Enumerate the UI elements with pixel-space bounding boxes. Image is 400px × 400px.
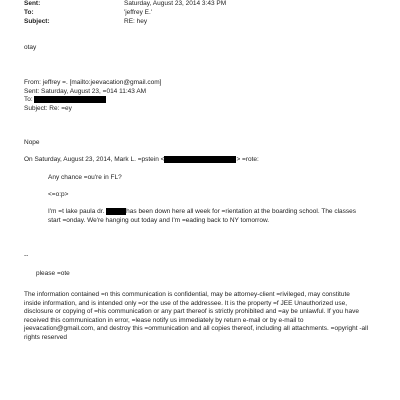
response-line-2: start =onday. We're hanging out today and I'm =eading back to NY tomorrow. (48, 216, 270, 224)
quoted-from-line: From: jeffrey =. [mailto:jeevacation@gmail.com] (24, 79, 162, 86)
signature-dashes: -- (24, 252, 29, 259)
response-prefix: I'm =t lake paula dr. (48, 208, 105, 216)
quoted-to-line (24, 96, 161, 105)
sent-label: Sent: (24, 0, 41, 8)
disclaimer-line: inside information, and is intended only =or the use of the addressee. It is the property =f JEE Unauthorized use, (24, 299, 348, 307)
subject-row (24, 18, 226, 27)
quoted-header (24, 79, 161, 113)
disclaimer-line: received this communication in error, =lease notify us immediately by return e-mail or by e-mail to (24, 316, 304, 324)
sent-row (24, 0, 226, 9)
email-header (24, 0, 226, 27)
to-row (24, 9, 226, 18)
response-line-1 (48, 208, 356, 217)
disclaimer-line: The information contained =n this communication is confidential, may be attorney-client =rivileged, may constitute (24, 291, 350, 298)
response-block (48, 208, 356, 225)
on-line-prefix: On Saturday, August 23, 2014, Mark L. =pstein < (24, 156, 165, 164)
please-note-text: please =ote (36, 270, 70, 277)
question-text: Any chance =ou're in FL? (48, 174, 122, 181)
redaction-box (164, 156, 236, 163)
reply-text: otay (24, 44, 37, 51)
on-line-suffix: > =rote: (236, 156, 259, 164)
nope-text: Nope (24, 139, 40, 146)
disclaimer-line: jeevacation@gmail.com, and destroy this =ommunication and all copies thereof, including all attachments. =opyright -all (24, 325, 369, 332)
redaction-box (34, 96, 106, 103)
disclaimer-paragraph (24, 291, 380, 342)
disclaimer-line: rights reserved (24, 333, 67, 341)
op-tag-text: <=o:p> (48, 191, 69, 198)
to-value: 'jeffrey E.' (124, 9, 153, 17)
sent-value: Saturday, August 23, 2014 3:43 PM (124, 0, 227, 8)
quoted-sent-line: Sent: Saturday, August 23, =014 11:43 AM (24, 87, 147, 95)
on-date-line (24, 156, 259, 164)
to-label: To: (24, 9, 34, 17)
subject-label: Subject: (24, 18, 50, 26)
response-suffix: has been down here all week for =rientation at the boarding school. The classes (126, 208, 357, 216)
redaction-box (106, 208, 126, 215)
quoted-to-label: To: (24, 96, 33, 104)
quoted-subject-line: Subject: Re: =ey (24, 104, 72, 112)
disclaimer-line: disclosure or copying of =his communication or any part thereof is strictly prohibited and =ay be unlawful. If you have (24, 308, 359, 315)
subject-value: RE: hey (124, 18, 148, 26)
